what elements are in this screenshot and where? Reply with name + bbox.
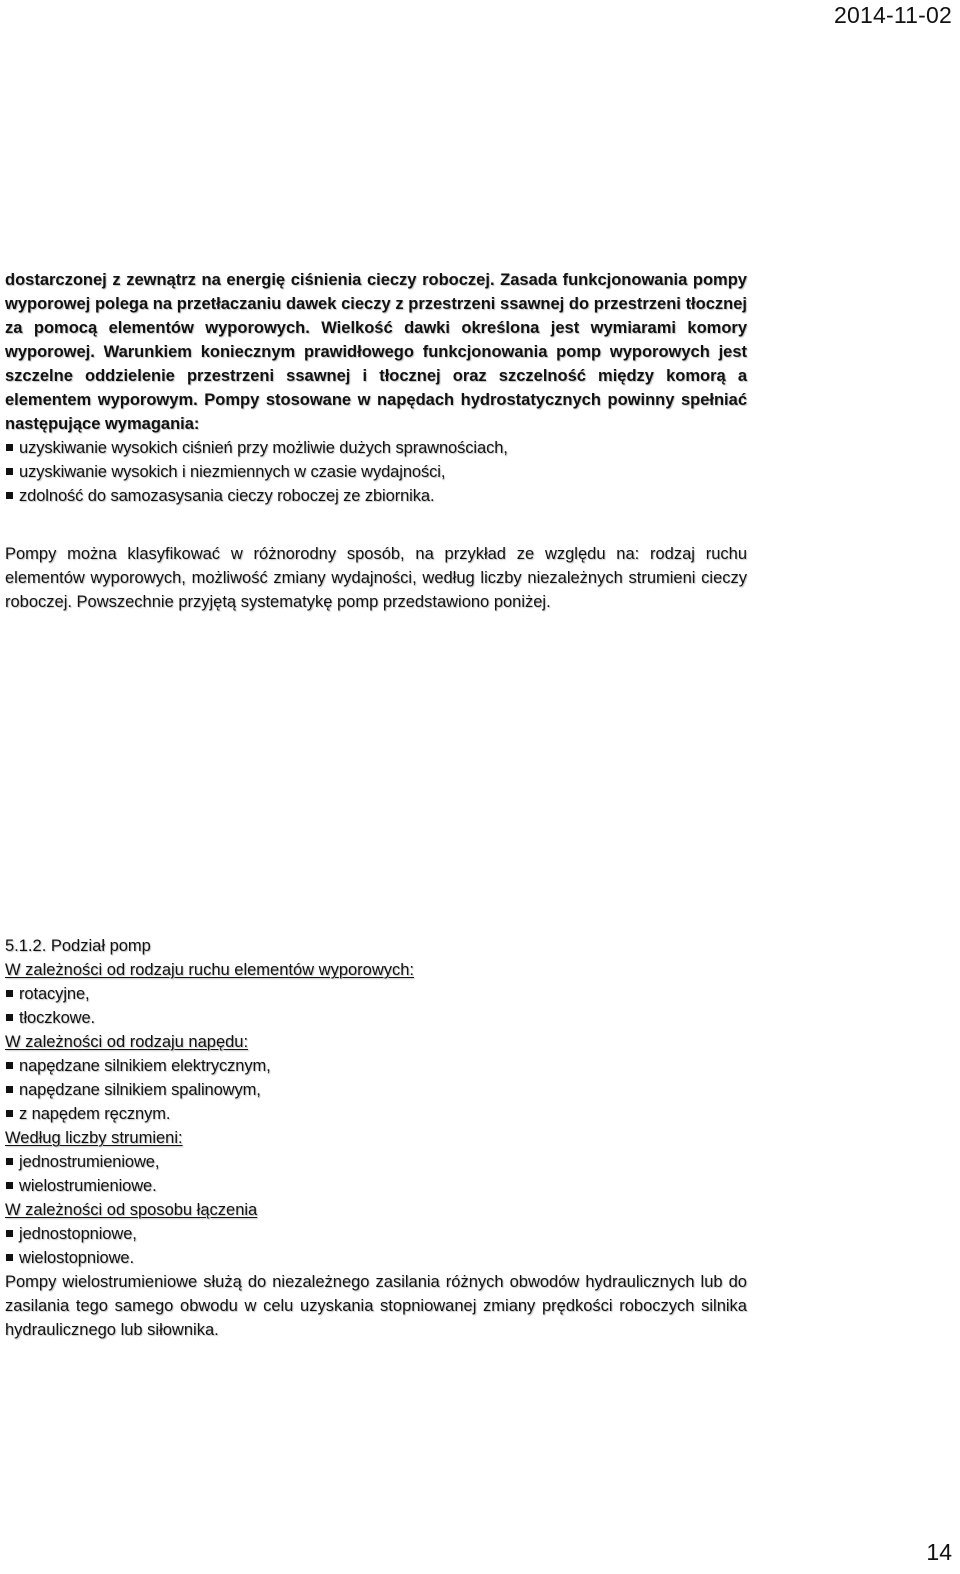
square-bullet-icon [6, 1230, 13, 1237]
square-bullet-icon [6, 990, 13, 997]
list-item [5, 1222, 747, 1246]
list-item-text: rotacyjne, [19, 985, 90, 1003]
square-bullet-icon [6, 1254, 13, 1261]
list-item [5, 460, 747, 484]
square-bullet-icon [6, 1110, 13, 1117]
list-item-text: tłoczkowe. [19, 1009, 96, 1027]
square-bullet-icon [6, 1158, 13, 1165]
square-bullet-icon [6, 1086, 13, 1093]
list-item-text: zdolność do samozasysania cieczy roboczej ze zbiornika. [19, 487, 435, 505]
group-heading: W zależności od rodzaju napędu: [5, 1033, 249, 1051]
list-item [5, 982, 747, 1006]
group-heading: W zależności od rodzaju ruchu elementów wyporowych: [5, 961, 415, 979]
group-list [5, 982, 747, 1030]
list-item [5, 1102, 747, 1126]
list-item [5, 1174, 747, 1198]
square-bullet-icon [6, 1014, 13, 1021]
list-item [5, 1006, 747, 1030]
list-item-text: wielostrumieniowe. [19, 1177, 157, 1195]
requirements-list [5, 436, 747, 508]
square-bullet-icon [6, 1182, 13, 1189]
classification-paragraph: Pompy można klasyfikować w różnorodny sposób, na przykład ze względu na: rodzaj ruchu elementów wyporowych, możliwość zmiany wydajności, według liczby niezależnych strumieni cieczy roboczej. Powszechnie przyjętą systematykę pomp przedstawiono poniżej. [5, 545, 747, 611]
list-item-text: jednostopniowe, [19, 1225, 137, 1243]
section-title: 5.1.2. Podział pomp [5, 937, 151, 955]
group-list [5, 1150, 747, 1198]
intro-section [5, 268, 747, 508]
list-item [5, 1078, 747, 1102]
list-item-text: jednostrumieniowe, [19, 1153, 160, 1171]
list-item-text: napędzane silnikiem elektrycznym, [19, 1057, 271, 1075]
page-date: 2014-11-02 [834, 2, 952, 28]
list-item-text: uzyskiwanie wysokich i niezmiennych w czasie wydajności, [19, 463, 446, 481]
square-bullet-icon [6, 492, 13, 499]
list-item-text: napędzane silnikiem spalinowym, [19, 1081, 261, 1099]
group-heading: W zależności od sposobu łączenia [5, 1201, 258, 1219]
square-bullet-icon [6, 1062, 13, 1069]
list-item [5, 1246, 747, 1270]
list-item-text: wielostopniowe. [19, 1249, 134, 1267]
intro-paragraph: dostarczonej z zewnątrz na energię ciśnienia cieczy roboczej. Zasada funkcjonowania pompy wyporowej polega na przetłaczaniu dawek cieczy z przestrzeni ssawnej do przestrzeni tłocznej za pomocą elementów wyporowych. Wielkość dawki określona jest wymiarami komory wyporowej. Warunkiem koniecznym prawidłowego funkcjonowania pomp wyporowych jest szczelne oddzielenie przestrzeni ssawnej i tłocznej oraz szczelność między komorą a elementem wyporowym. Pompy stosowane w napędach hydrostatycznych powinny spełniać następujące wymagania: [5, 271, 747, 433]
group-list [5, 1054, 747, 1126]
list-item-text: uzyskiwanie wysokich ciśnień przy możliwie dużych sprawnościach, [19, 439, 508, 457]
list-item-text: z napędem ręcznym. [19, 1105, 171, 1123]
group-heading: Według liczby strumieni: [5, 1129, 183, 1147]
group-list [5, 1222, 747, 1270]
list-item [5, 1150, 747, 1174]
list-item [5, 1054, 747, 1078]
pump-division-section [5, 934, 747, 1342]
square-bullet-icon [6, 468, 13, 475]
list-item [5, 484, 747, 508]
list-item [5, 436, 747, 460]
page-number: 14 [926, 1539, 952, 1565]
closing-paragraph: Pompy wielostrumieniowe służą do niezależnego zasilania różnych obwodów hydraulicznych lub do zasilania tego samego obwodu w celu uzyskania stopniowanej zmiany prędkości roboczych silnika hydraulicznego lub siłownika. [5, 1273, 747, 1339]
classification-section [5, 542, 747, 614]
square-bullet-icon [6, 444, 13, 451]
